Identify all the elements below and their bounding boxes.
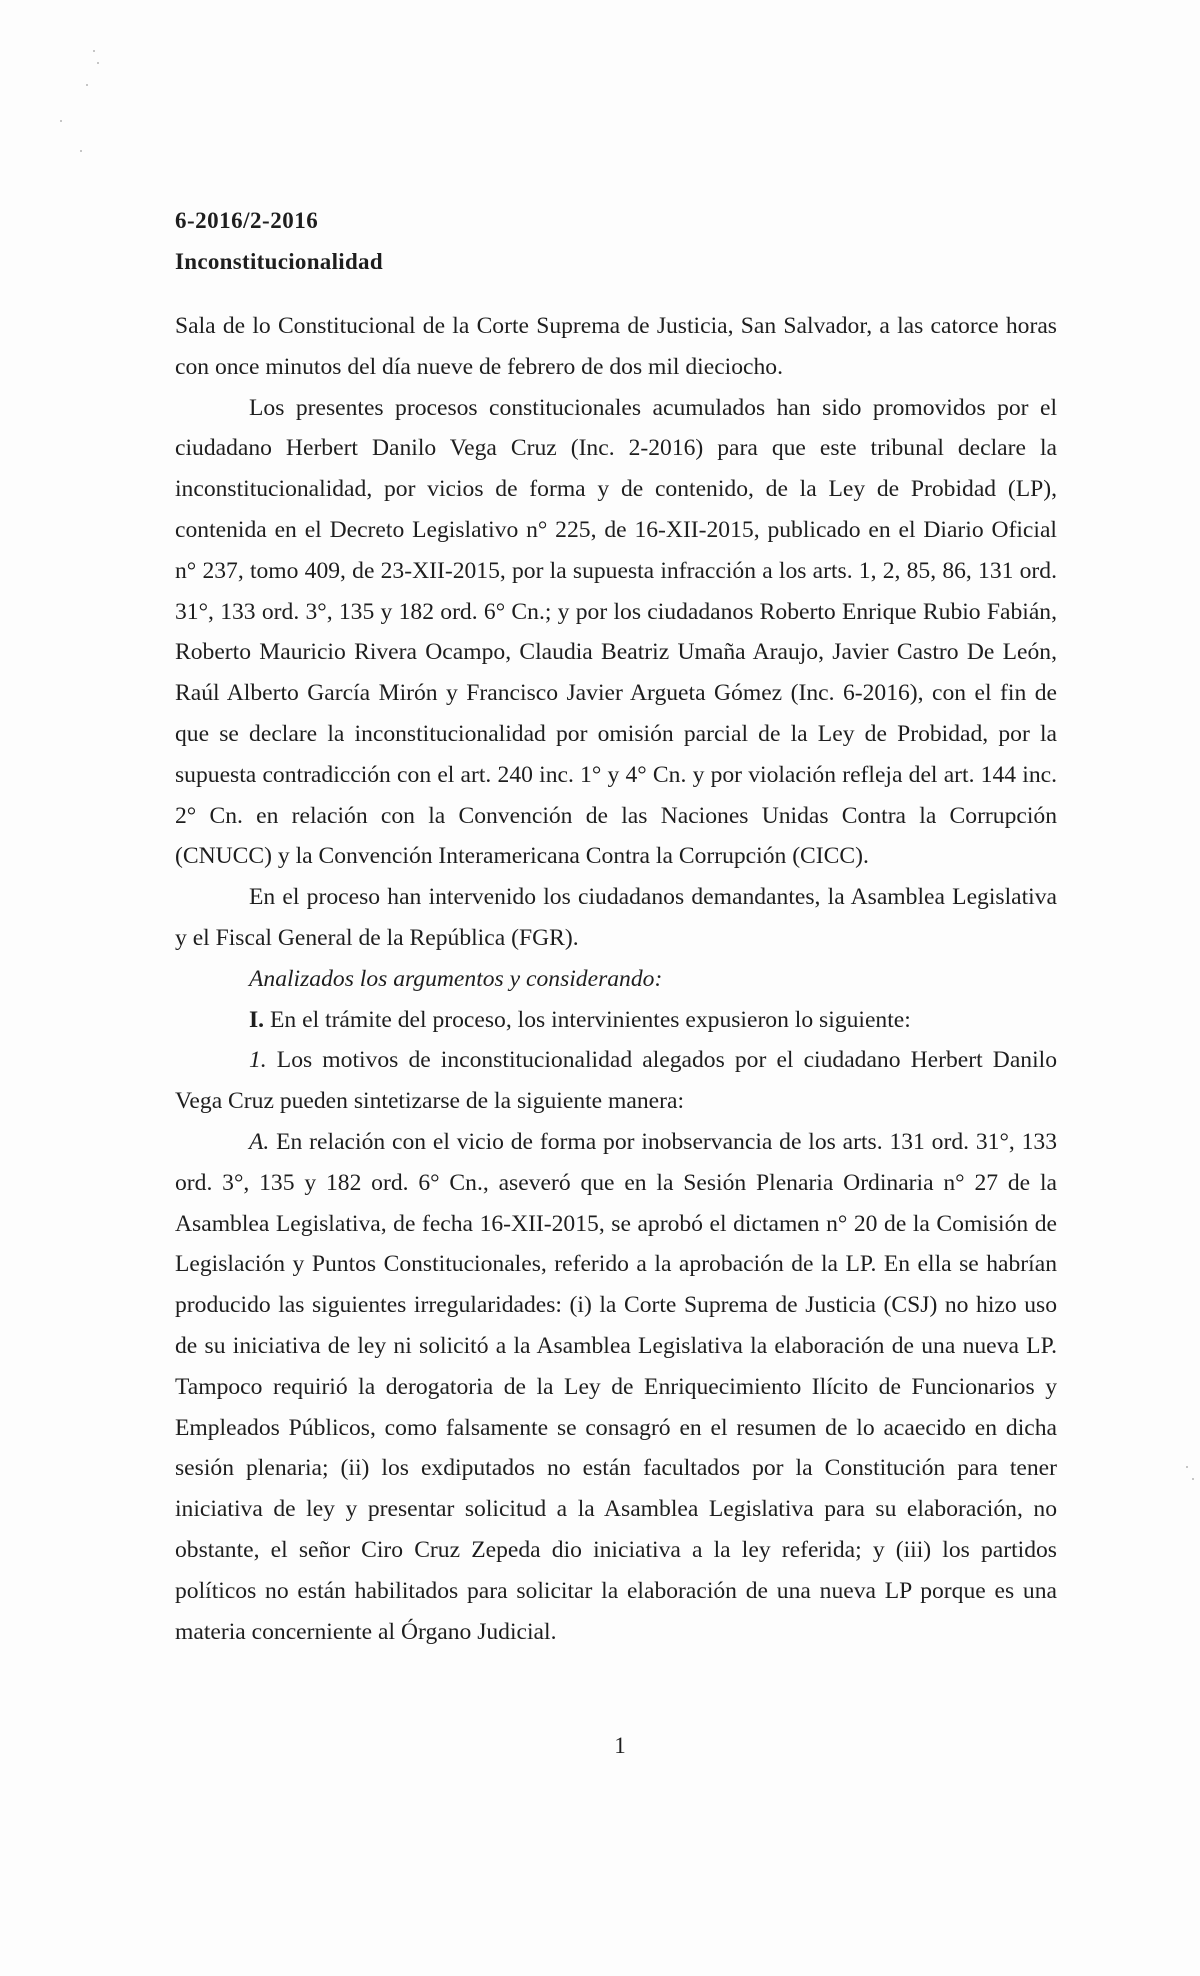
body-paragraph [175,1122,1057,1652]
paragraph-text: Sala de lo Constitucional de la Corte Suprema de Justicia, San Salvador, a las catorce horas con once minutos del día nueve de febrero de dos mil dieciocho. [175,313,1057,380]
scan-speck [86,84,88,86]
paragraph-text: A. [249,1128,270,1155]
scan-speck [1192,1478,1194,1480]
document-body [175,306,1057,1652]
paragraph-text: En relación con el vicio de forma por inobservancia de los arts. 131 ord. 31°, 133 ord. 3°, 135 y 182 ord. 6° Cn., aseveró que en la Sesión Plenaria Ordinaria n° 27 de la Asamblea Legislativa, de fecha 16-XII-2015, se aprobó el dictamen n° 20 de la Comisión de Legislación y Puntos Constitucionales, referido a la aprobación de la LP. En ella se habrían producido las siguientes irregularidades: (i) la Corte Suprema de Justicia (CSJ) no hizo uso de su iniciativa de ley ni solicitó a la Asamblea Legislativa la elaboración de una nueva LP. Tampoco requirió la derogatoria de la Ley de Enriquecimiento Ilícito de Funcionarios y Empleados Públicos, como falsamente se consagró en el resumen de lo acaecido en dicha sesión plenaria; (ii) los exdiputados no están facultados por la Constitución para tener iniciativa de ley y presentar solicitud a la Asamblea Legislativa para su elaboración, no obstante, el señor Ciro Cruz Zepeda dio iniciativa a la ley referida; y (iii) los partidos políticos no están habilitados para solicitar la elaboración de una nueva LP porque es una materia concerniente al Órgano Judicial. [175,1128,1057,1645]
body-paragraph [175,959,1057,1000]
body-paragraph [175,877,1057,959]
paragraph-text: En el trámite del proceso, los intervinientes expusieron lo siguiente: [264,1006,911,1033]
case-number: 6-2016/2-2016 [175,208,319,233]
body-paragraph [175,388,1057,878]
body-paragraph [175,306,1057,388]
scan-speck [93,50,95,52]
case-type-heading: Inconstitucionalidad [175,249,383,274]
paragraph-text: En el proceso han intervenido los ciudadanos demandantes, la Asamblea Legislativa y el Fiscal General de la República (FGR). [175,884,1057,951]
paragraph-text: Analizados los argumentos y considerando: [249,965,663,992]
body-paragraph [175,1040,1057,1122]
scan-speck [60,120,62,122]
body-paragraph [175,1000,1057,1041]
page-number: 1 [614,1733,626,1758]
scan-speck [1186,1466,1188,1468]
paragraph-text: Los presentes procesos constitucionales acumulados han sido promovidos por el ciudadano Herbert Danilo Vega Cruz (Inc. 2-2016) para que este tribunal declare la inconstitucionalidad, por vicios de forma y de contenido, de la Ley de Probidad (LP), contenida en el Decreto Legislativo n° 225, de 16-XII-2015, publicado en el Diario Oficial n° 237, tomo 409, de 23-XII-2015, por la supuesta infracción a los arts. 1, 2, 85, 86, 131 ord. 31°, 133 ord. 3°, 135 y 182 ord. 6° Cn.; y por los ciudadanos Roberto Enrique Rubio Fabián, Roberto Mauricio Rivera Ocampo, Claudia Beatriz Umaña Araujo, Javier Castro De León, Raúl Alberto García Mirón y Francisco Javier Argueta Gómez (Inc. 6-2016), con el fin de que se declare la inconstitucionalidad por omisión parcial de la Ley de Probidad, por la supuesta contradicción con el art. 240 inc. 1° y 4° Cn. y por violación refleja del art. 144 inc. 2° Cn. en relación con la Convención de las Naciones Unidas Contra la Corrupción (CNUCC) y la Convención Interamericana Contra la Corrupción (CICC). [175,394,1057,870]
paragraph-text: Los motivos de inconstitucionalidad alegados por el ciudadano Herbert Danilo Vega Cruz pueden sintetizarse de la siguiente manera: [175,1047,1057,1115]
scan-speck [80,150,82,152]
paragraph-text: 1. [249,1047,267,1074]
scan-speck [97,62,99,64]
paragraph-text: I. [249,1006,265,1033]
